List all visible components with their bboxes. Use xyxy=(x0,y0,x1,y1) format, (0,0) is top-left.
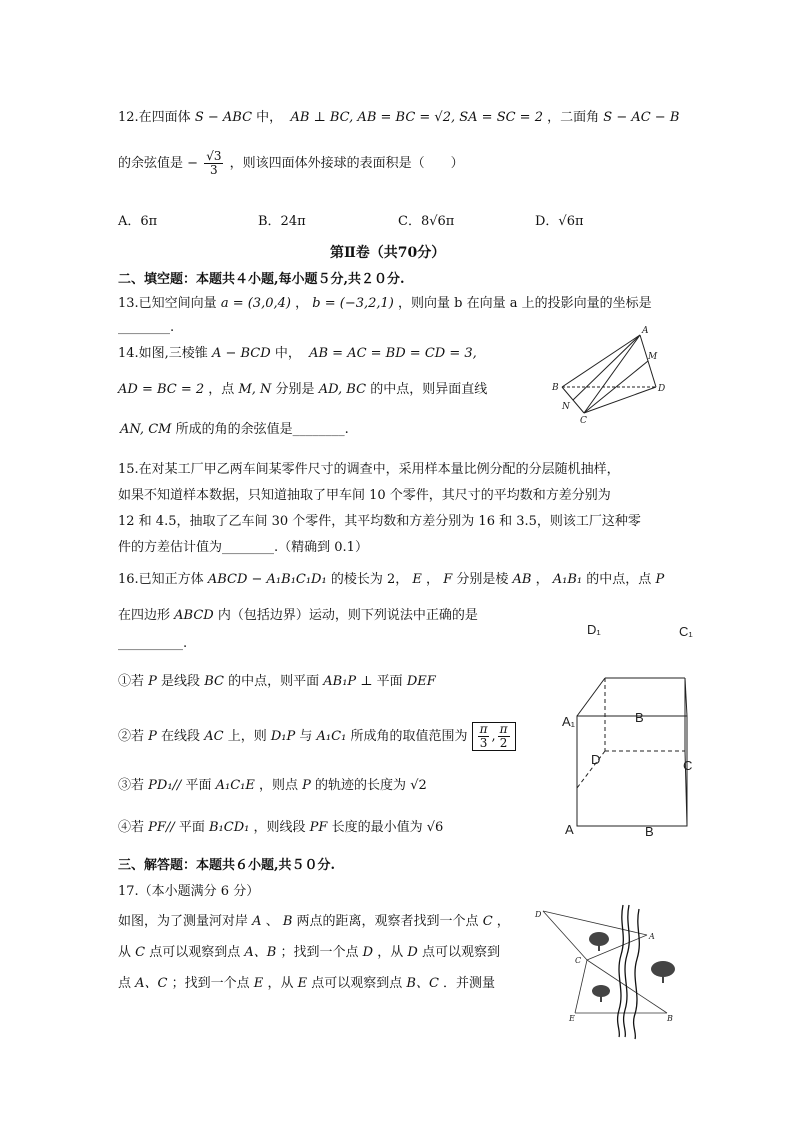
q13-sep: ， xyxy=(295,296,309,311)
q12-tetra: S − ABC xyxy=(194,110,253,125)
s2-b: P xyxy=(148,729,157,745)
s1-d: BC xyxy=(204,674,224,689)
s4-c: 平面 xyxy=(178,820,205,835)
q17-l3-i: 点可以观察到 xyxy=(421,945,500,960)
s3-c: 平面 xyxy=(185,778,212,793)
q15-line1: 15.在对某工厂甲乙两车间某零件尺寸的调查中，采用样本量比例分配的分层随机抽样， xyxy=(118,462,620,477)
q16-tail: 的中点，点 xyxy=(586,572,652,587)
q12-fraction xyxy=(204,150,223,177)
frac2-num: π xyxy=(499,722,508,736)
frac2-den: 2 xyxy=(499,736,508,751)
q14-lines: AN, CM xyxy=(120,422,172,437)
q13-tail: ，则向量 b 在向量 a 上的投影向量的坐标是 xyxy=(398,296,652,311)
q16-quad: ABCD xyxy=(174,608,214,623)
q13-vec-a: a = (3,0,4) xyxy=(220,296,291,311)
q17-river-figure xyxy=(535,905,695,1040)
s1-b: P xyxy=(148,674,157,689)
q17-l4-d: E xyxy=(253,976,264,991)
q16-cube-figure xyxy=(555,618,735,848)
tree-icons xyxy=(589,932,675,1002)
s2-h: A₁C₁ xyxy=(316,729,347,745)
q16-prefix: 16.已知正方体 xyxy=(118,572,204,587)
q14-pyramid-figure xyxy=(548,325,698,426)
s1-a: ①若 xyxy=(118,674,145,689)
q14-line3-tail: 所成的角的余弦值是________. xyxy=(175,422,349,437)
q17-l4-a: 点 xyxy=(118,976,132,991)
q17-line4 xyxy=(118,976,495,992)
q16-line2-tail: 内（包括边界）运动，则下列说法中正确的是 xyxy=(217,608,478,623)
s4-g: 长度的最小值为 xyxy=(331,820,423,835)
q14-label-N: N xyxy=(562,402,570,412)
q16-label-C1: C₁ xyxy=(679,624,693,639)
q12-option-c: C．8√6π xyxy=(398,214,455,229)
s3-e: ，则点 xyxy=(259,778,299,793)
q16-blank: __________. xyxy=(118,636,188,651)
q12-angle: S − AC − B xyxy=(603,110,680,125)
s2-a: ②若 xyxy=(118,729,145,745)
q17-label-A: A xyxy=(649,932,655,941)
q16-sep2: ， xyxy=(535,572,549,587)
q17-l3-c: 点可以观察到点 xyxy=(149,945,241,960)
s3-a: ③若 xyxy=(118,778,145,793)
q14-line2 xyxy=(118,382,487,398)
q14-cond: AB = AC = BD = CD = 3, xyxy=(309,346,477,361)
line-DA xyxy=(543,911,647,935)
q17-l4-i: ．并测量 xyxy=(443,976,496,991)
river-bank-left-inner xyxy=(624,905,630,1037)
section2-title: 第Ⅱ卷（共70分） xyxy=(330,245,446,261)
q15-line3: 12 和 4.5，抽取了乙车间 30 个零件，其平均数和方差分别为 16 和 3.5，则该工厂这种零 xyxy=(118,514,641,529)
q17-l4-f: E xyxy=(297,976,308,991)
q16-label-C: C xyxy=(683,758,693,773)
s1-g: 平面 xyxy=(376,674,403,689)
q16-label-B: B xyxy=(645,824,654,839)
river-bank-right xyxy=(634,909,640,1039)
q16-mid2: 分别是棱 xyxy=(456,572,509,587)
q17-l3-g: ，从 xyxy=(377,945,404,960)
s4-f: PF xyxy=(309,820,328,835)
q14-tail: 的中点，则异面直线 xyxy=(370,382,488,397)
q14-line3 xyxy=(120,422,349,438)
q17-line2 xyxy=(118,914,510,930)
q12-cond: AB ⊥ BC, AB = BC = √2, SA = SC = 2 xyxy=(290,110,543,125)
q16-sep: ， xyxy=(426,572,440,587)
q12-prefix: 12.在四面体 xyxy=(118,110,191,125)
q12-tail: ，二面角 xyxy=(547,110,600,125)
s3-b: PD₁// xyxy=(148,778,182,793)
tree-trunk-icon xyxy=(598,943,600,951)
q16-label-B1: B xyxy=(635,710,644,725)
s2-d: AC xyxy=(204,729,224,745)
q16-mid: 的棱长为 2， xyxy=(330,572,409,587)
q12-line2-prefix: 的余弦值是 xyxy=(118,156,184,172)
edge-A1D1 xyxy=(577,678,605,716)
q14-label-C: C xyxy=(580,416,587,426)
q17-l4-h: B、C xyxy=(406,976,439,991)
s4-b: PF// xyxy=(148,820,175,835)
q14-segments: AD, BC xyxy=(318,382,367,397)
line-DC xyxy=(543,911,587,960)
section3-heading: 三、解答题：本题共６小题,共５０分. xyxy=(118,858,336,873)
edge-AB xyxy=(562,335,640,387)
line-CE xyxy=(575,960,587,1013)
q12-frac-num: √3 xyxy=(206,149,222,163)
q14-label-B: B xyxy=(552,383,559,393)
q16-A1B1: A₁B₁ xyxy=(552,572,583,587)
q13-vec-b: b = (−3,2,1) xyxy=(312,296,394,311)
s1-h: DEF xyxy=(406,674,436,689)
q17-l2-g: ， xyxy=(496,914,510,929)
q15-line2: 如果不知道样本数据，只知道抽取了甲车间 10 个零件，其尺寸的平均数和方差分别为 xyxy=(118,488,611,503)
q17-l4-c: ；找到一个点 xyxy=(171,976,250,991)
cube-front-face xyxy=(577,716,687,826)
q17-label-D: D xyxy=(535,910,542,919)
q12-frac-den: 3 xyxy=(210,163,218,178)
interval-frac-1 xyxy=(478,723,490,750)
q16-line2 xyxy=(118,608,478,624)
q16-F: F xyxy=(443,572,453,587)
s3-d: A₁C₁E xyxy=(215,778,255,793)
s3-h: √2 xyxy=(410,778,427,793)
q12-line1 xyxy=(118,110,679,126)
q16-statement-4 xyxy=(118,820,443,836)
tree-trunk-icon xyxy=(662,974,664,983)
q17-l2-c: 、 xyxy=(265,914,279,929)
q17-line3 xyxy=(118,945,500,961)
q13-prefix: 13.已知空间向量 xyxy=(118,296,217,311)
q14-mid: 中， xyxy=(274,346,301,361)
q17-line1: 17.（本小题满分 6 分） xyxy=(118,884,260,899)
q14-points: M, N xyxy=(238,382,272,397)
q14-label-M: M xyxy=(648,352,658,362)
q16-AB: AB xyxy=(512,572,532,587)
frac1-den: 3 xyxy=(479,736,488,751)
q14-label-A: A xyxy=(642,326,649,336)
q16-E: E xyxy=(412,572,422,587)
interval-frac-2 xyxy=(498,723,510,750)
q12-line2-tail: ，则该四面体外接球的表面积是（ ） xyxy=(229,156,464,172)
edge-CD xyxy=(584,387,656,413)
q16-interval: $\frac{\pi}{3}$ , $\frac{\pi}{2}$ xyxy=(472,722,516,751)
s4-h: √6 xyxy=(426,820,444,835)
s2-i: 所成角的取值范围为 xyxy=(350,729,468,745)
q14-label-D: D xyxy=(658,384,666,394)
q16-label-D1: D₁ xyxy=(587,622,601,637)
q17-l3-h: D xyxy=(407,945,418,960)
q17-l3-f: D xyxy=(362,945,374,960)
s2-f: D₁P xyxy=(270,729,296,745)
q16-line2-prefix: 在四边形 xyxy=(118,608,171,623)
q16-statement-3 xyxy=(118,778,427,794)
river-banks xyxy=(618,905,640,1039)
q16-statement-2 xyxy=(118,722,516,751)
river-bank-left xyxy=(618,905,624,1037)
q17-l3-a: 从 xyxy=(118,945,132,960)
q17-label-C: C xyxy=(575,956,582,965)
q14-mid3: 分别是 xyxy=(275,382,315,397)
section2-heading: 二、填空题：本题共４小题,每小题５分,共２０分. xyxy=(118,272,405,287)
q17-l2-f: C xyxy=(482,914,493,929)
q12-option-d: D．√6π xyxy=(535,214,584,229)
q17-l4-b: A、C xyxy=(135,976,168,991)
s1-c: 是线段 xyxy=(161,674,201,689)
s4-e: ，则线段 xyxy=(253,820,306,835)
segment-AN xyxy=(573,335,640,400)
s4-d: B₁CD₁ xyxy=(208,820,250,835)
s2-e: 上，则 xyxy=(227,729,267,745)
s4-a: ④若 xyxy=(118,820,145,835)
s3-f: P xyxy=(302,778,311,793)
q16-statement-1 xyxy=(118,674,436,690)
q14-tetra: A − BCD xyxy=(211,346,271,361)
q12-line2 xyxy=(118,150,464,177)
q17-l2-d: B xyxy=(282,914,293,929)
q17-l2-b: A xyxy=(252,914,262,929)
q17-l2-e: 两点的距离，观察者找到一个点 xyxy=(296,914,479,929)
q14-prefix: 14.如图,三棱锥 xyxy=(118,346,208,361)
q17-l4-g: 点可以观察到点 xyxy=(311,976,403,991)
q17-l3-d: A、B xyxy=(244,945,277,960)
q12-option-b: B．24π xyxy=(258,214,306,229)
q16-label-A: A xyxy=(565,822,574,837)
s3-g: 的轨迹的长度为 xyxy=(315,778,407,793)
q14-cond2: AD = BC = 2 xyxy=(118,382,205,397)
q14-line1 xyxy=(118,346,477,362)
q17-l3-e: ；找到一个点 xyxy=(280,945,359,960)
q12-mid: 中， xyxy=(256,110,283,125)
q15-line4: 件的方差估计值为________.（精确到 0.1） xyxy=(118,540,368,555)
q17-l3-b: C xyxy=(135,945,146,960)
tree-trunk-icon xyxy=(600,995,602,1002)
s2-g: 与 xyxy=(299,729,313,745)
q13-line1 xyxy=(118,296,652,312)
q16-label-A1: A₁ xyxy=(562,714,576,729)
q13-blank: ________. xyxy=(118,320,175,335)
q14-mid2: ，点 xyxy=(208,382,235,397)
s2-c: 在线段 xyxy=(161,729,201,745)
s1-e: 的中点，则平面 xyxy=(228,674,320,689)
q12-option-a: A．6π xyxy=(118,214,158,229)
q17-label-E: E xyxy=(569,1014,575,1023)
q17-l4-e: ，从 xyxy=(267,976,294,991)
q17-l2-a: 如图，为了测量河对岸 xyxy=(118,914,249,929)
q17-label-B: B xyxy=(667,1014,673,1023)
q16-label-D: D xyxy=(591,752,601,767)
s1-f: AB₁P ⊥ xyxy=(323,674,373,689)
q16-line1 xyxy=(118,572,664,588)
q16-cube: ABCD − A₁B₁C₁D₁ xyxy=(207,572,327,587)
q12-minus: − xyxy=(187,156,199,172)
frac1-num: π xyxy=(479,722,488,736)
q16-P: P xyxy=(655,572,665,587)
